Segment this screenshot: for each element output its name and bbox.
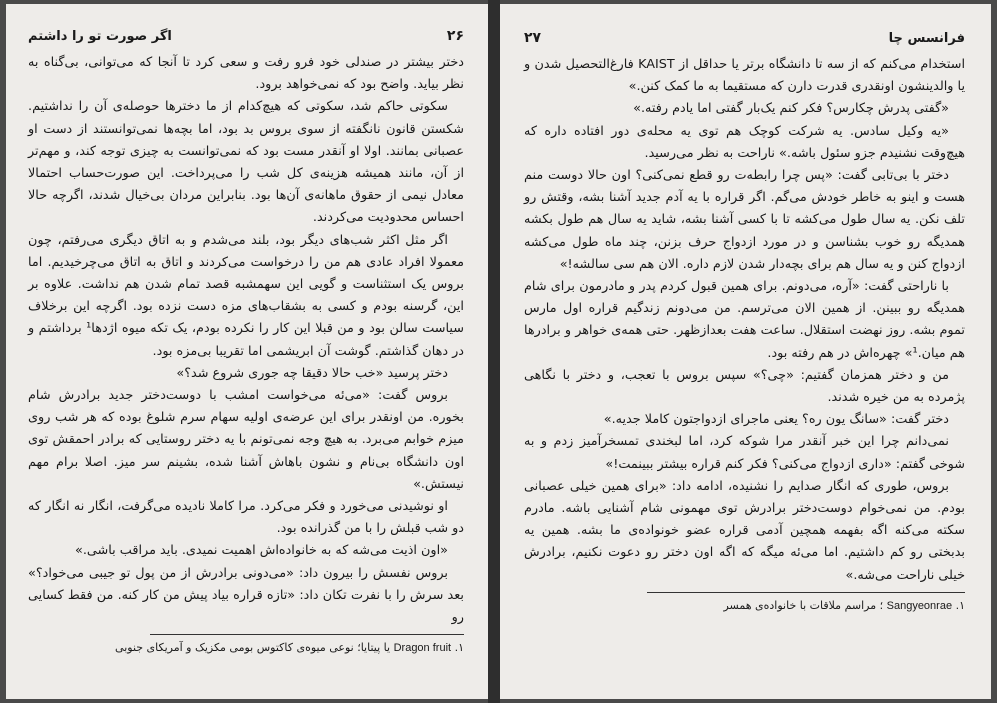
left-footnote xyxy=(28,639,464,657)
right-paragraph: استخدام می‌کنم که از سه تا دانشگاه برتر یا حداقل از KAIST فارغ‌التحصیل شدن و یا والدینشون اونقدری قدرت دارن که مستقیما به ما کمک کنن.» xyxy=(524,57,966,95)
right-paragraph: با ناراحتی گفت: «آره، می‌دونم. برای همین قبول کردم پدر و مادرمون برای شام همدیگه رو ببینن. از همین الان می‌ترسم. من می‌دونم زندگیم قراره اول مارس تموم بشه. روز نهضت استقلال. ساعت هفت بعدازظهر. حتی همه‌ی خواهر و برادرها هم میان.¹» چهره‌اش در هم رفته بود. xyxy=(524,279,965,361)
left-footnote-rule xyxy=(150,634,464,635)
left-page-header xyxy=(28,28,464,44)
right-paragraph: «گفتی پدرش چکارس؟ فکر کنم یک‌بار گفتی اما یادم رفته.» xyxy=(633,101,949,117)
right-running-head: فرانسس چا xyxy=(888,31,965,46)
left-footnote-text: یا پیتایا؛ نوعی میوه‌ی کاکتوس بومی مکزیک و آمریکای جنوبی xyxy=(115,641,391,655)
right-paragraph: من و دختر همزمان گفتیم: «چی؟» سپس بروس با تعجب، و دختر با نگاهی پژمرده به من خیره شدند. xyxy=(524,367,965,406)
right-page-number: ۲۷ xyxy=(524,30,542,46)
right-footnote-rule xyxy=(647,592,965,593)
right-paragraph: بروس، طوری که انگار صدایم را نشنیده، ادامه داد: «برای همین خیلی عصبانی بودم. من نمی‌خوام دوست‌دختر برادرش توی مهمونی شام آشنایی باشه. مادرم سکته می‌کنه اگه بفهمه همچین آدمی قراره عضو خونواده‌ی ما بشه. همین یه بدبختی رو کم داشتیم. اما می‌ئه میگه که اگه اون دختر رو دعوت نکنیم، برادرش خیلی ناراحت می‌شه.» xyxy=(524,478,965,583)
left-paragraph: بروس گفت: «می‌ئه می‌خواست امشب با دوست‌دختر جدید برادرش شام بخوره. من اونقدر برای این عرضه‌ی اولیه سهام سرم شلوغ بوده که هر شب روی میزم خوابم می‌برد. به هیچ وجه نمی‌تونم با یه دختر روستایی که برادر احمقش توی اون دانشگاه بی‌نام و نشون باهاش آشنا شده، بشینم سر میز. اصلا برام مهم نیستش.» xyxy=(28,388,464,492)
left-running-head: اگر صورت تو را داشتم xyxy=(28,29,172,44)
right-footnote-number: ۱. xyxy=(955,598,965,612)
left-page-number: ۲۶ xyxy=(446,28,464,44)
left-page-body xyxy=(28,52,464,629)
left-paragraph: بروس نفسش را بیرون داد: «می‌دونی برادرش از من پول تو جیبی می‌خواد؟» بعد سرش را با نفرت تکان داد: «تازه قراره بیاد پیش من کار کنه. من فقط کسایی رو xyxy=(28,565,464,626)
left-paragraph: او نوشیدنی می‌خورد و فکر می‌کرد. مرا کاملا نادیده می‌گرفت، انگار نه انگار که دو شب قبلش را با من گذرانده بود. xyxy=(28,499,464,537)
right-footnote xyxy=(524,597,965,615)
left-paragraph: اگر مثل اکثر شب‌های دیگر بود، بلند می‌شدم و به اتاق دیگری می‌رفتم، چون معمولا افراد عادی هم من را درخواست می‌کردند و اتاق به اتاق می‌چرخیدیم. اما بروس یک استثناست و گویی این سهمشبه قصد تمام شدن هم نداشت. علاوه بر این، گرسنه بودم و کسی به بشقاب‌های مزه دست نزده بود. اگرچه این برخلاف سیاست سالن بود و من قبلا این کار را نکرده بودم، یک تکه میوه اژدها¹ برداشتم و در دهان گذاشتم. گوشت آن ابریشمی اما تقریبا بی‌مزه بود. xyxy=(28,232,464,359)
left-paragraph: دختر پرسید «خب حالا دقیقا چه جوری شروع شد؟» xyxy=(176,365,448,381)
left-paragraph: دختر بیشتر در صندلی خود فرو رفت و سعی کرد تا آنجا که می‌توانی، بی‌گناه به نظر بیاید. واضح بود که نمی‌خواهد برود. xyxy=(28,55,464,93)
right-page xyxy=(500,4,991,699)
left-page xyxy=(6,4,488,699)
left-footnote-number: ۱. xyxy=(454,641,464,655)
left-paragraph: «اون اذیت می‌شه که به خانواده‌اش اهمیت نمیدی. باید مراقب باشی.» xyxy=(74,543,448,559)
right-paragraph: دختر با بی‌تابی گفت: «پس چرا رابطه‌ت رو قطع نمی‌کنی؟ اون حالا دوست منم هست و اینو به خاطر خودش می‌گم. اگر قراره با یه آدم جدید آشنا بشه، وقتش رو تلف نکن. یه سال طول می‌کشه تا با کسی آشنا بشه، شاید یه سال هم طول بکشه همدیگه رو خوب بشناسن و در مورد ازدواج حرف بزنن، چند ماه طول می‌کشه ازدواج کنن و یه سال هم برای بچه‌دار شدن لازم داره. الان هم سی سالشه!» xyxy=(524,168,965,272)
left-paragraph: سکوتی حاکم شد، سکوتی که هیچ‌کدام از ما دخترها حوصله‌ی آن را نداشتیم. شکستن قانون نانگفته از سوی بروس بد بود، اما بچه‌ها نمی‌توانستند از دست او عصبانی بمانند. اولا او آنقدر مست بود که نمی‌توانست به چیزی توجه کند، و مهم‌تر از آن، مانند همیشه هزینه‌ی کل شب را می‌پرداخت. این صورت‌حساب احتمالا معادل نیمی از حقوق ماهانه‌ی آن‌ها بود. بنابراین مردان بی‌خیال شدند، اگرچه حالا احساس محدودیت می‌کردند. xyxy=(28,99,464,226)
right-paragraph: نمی‌دانم چرا این خبر آنقدر مرا شوکه کرد، اما لبخندی تمسخرآمیز زدم و به شوخی گفتم: «داری ازدواج می‌کنی؟ فکر کنم قراره بیشتر ببینمت!» xyxy=(524,434,965,472)
right-paragraph: «یه وکیل سادس. یه شرکت کوچک هم توی یه محله‌ی دور افتاده داره که هیچ‌وقت نشنیدم جزو سئول باشه.» ناراحت به نظر می‌رسید. xyxy=(524,123,965,161)
right-page-body xyxy=(524,54,965,587)
right-footnote-term: Sangyeonrae xyxy=(886,599,953,612)
right-paragraph: دختر گفت: «سانگ یون ره؟ یعنی ماجرای ازدواجتون کاملا جدیه.» xyxy=(603,412,949,428)
book-gutter xyxy=(488,0,500,703)
left-footnote-term: Dragon fruit xyxy=(393,642,452,655)
right-footnote-text: ؛ مراسم ملاقات با خانواده‌ی همسر xyxy=(723,598,884,612)
right-page-header xyxy=(524,30,965,46)
